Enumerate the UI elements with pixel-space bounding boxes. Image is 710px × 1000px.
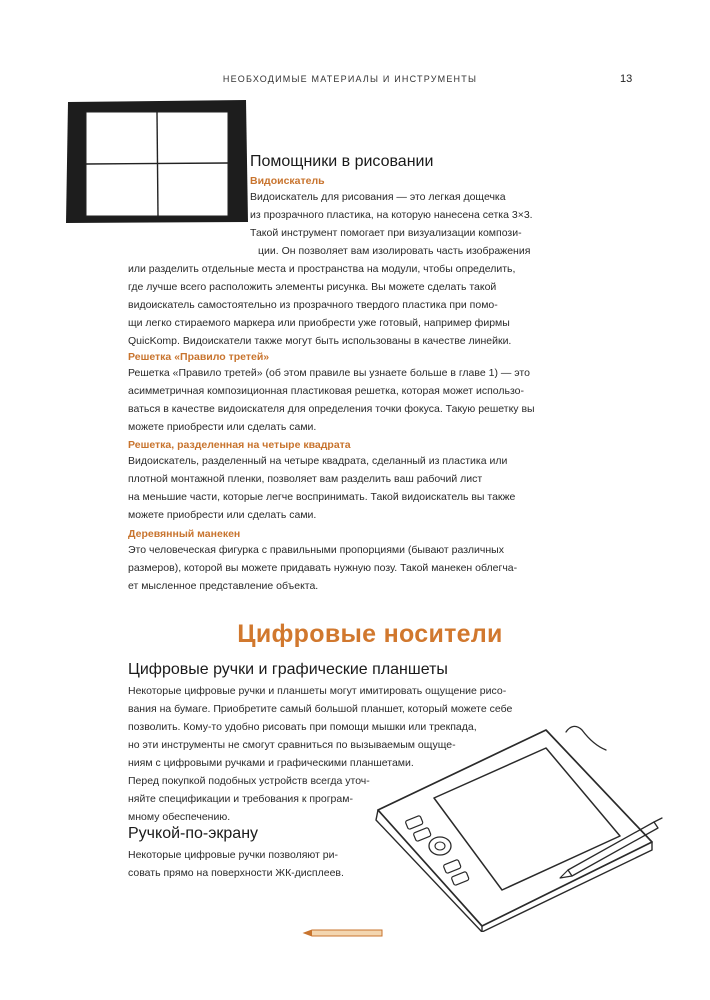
viewfinder-line: видоискатель самостоятельно из прозрачного твердого пластика при помо- — [128, 299, 498, 311]
viewfinder-line: ции. Он позволяет вам изолировать часть изображения — [258, 245, 531, 257]
pens-line: Перед покупкой подобных устройств всегда уточ- — [128, 775, 370, 787]
pens-line: вания на бумаге. Приобретите самый большой планшет, который можете себе — [128, 703, 513, 715]
four-squares-line: на меньшие части, которые легче воспринимать. Такой видоискатель вы также — [128, 491, 516, 503]
mannequin-line: размеров), которой вы можете придавать нужную позу. Такой манекен облегча- — [128, 562, 518, 574]
pens-line: мному обеспечению. — [128, 811, 231, 823]
four-squares-line: можете приобрести или сделать сами. — [128, 509, 317, 521]
rule-of-thirds-line: асимметричная композиционная пластиковая решетка, которая может использо- — [128, 385, 525, 397]
screen-pen-line: совать прямо на поверхности ЖК-дисплеев. — [128, 867, 344, 879]
viewfinder-line: Такой инструмент помогает при визуализации компози- — [250, 227, 522, 239]
pens-line: няйте спецификации и требования к програм- — [128, 793, 353, 805]
screen-pen-line: Некоторые цифровые ручки позволяют ри- — [128, 849, 338, 861]
viewfinder-illustration — [62, 96, 252, 226]
helpers-title: Помощники в рисовании — [250, 153, 434, 170]
rule-of-thirds-line: можете приобрести или сделать сами. — [128, 421, 317, 433]
screen-pen-title: Ручкой-по-экрану — [128, 825, 259, 842]
rule-of-thirds-line: Решетка «Правило третей» (об этом правиле вы узнаете больше в главе 1) — это — [128, 367, 530, 379]
pens-line: позволить. Кому-то удобно рисовать при помощи мышки или трекпада, — [128, 721, 477, 733]
viewfinder-line: Видоискатель для рисования — это легкая дощечка — [250, 191, 506, 203]
running-header: НЕОБХОДИМЫЕ МАТЕРИАЛЫ И ИНСТРУМЕНТЫ — [222, 74, 478, 84]
mannequin-heading: Деревянный манекен — [128, 528, 241, 540]
digital-title: Цифровые носители — [237, 620, 503, 648]
rule-of-thirds-line: ваться в качестве видоискателя для определения точки фокуса. Такую решетку вы — [128, 403, 535, 415]
viewfinder-line: или разделить отдельные места и пространства на модули, чтобы определить, — [128, 263, 516, 275]
pens-line: но эти инструменты не смогут сравниться по вызываемым ощуще- — [128, 739, 456, 751]
rule-of-thirds-heading: Решетка «Правило третей» — [128, 351, 270, 363]
viewfinder-line: где лучше всего расположить элементы рисунка. Вы можете сделать такой — [128, 281, 497, 293]
pens-title: Цифровые ручки и графические планшеты — [128, 661, 448, 678]
viewfinder-line: QuicKomp. Видоискатели также могут быть использованы в качестве линейки. — [128, 335, 512, 347]
viewfinder-heading: Видоискатель — [250, 175, 325, 187]
four-squares-line: плотной монтажной пленки, позволяет вам разделить ваш рабочий лист — [128, 473, 483, 485]
page-number: 13 — [620, 73, 633, 85]
viewfinder-line: из прозрачного пластика, на которую нанесена сетка 3×3. — [250, 209, 533, 221]
pens-line: Некоторые цифровые ручки и планшеты могут имитировать ощущение рисо- — [128, 685, 507, 697]
mannequin-line: Это человеческая фигурка с правильными пропорциями (бывают различных — [128, 544, 504, 556]
graphics-tablet-illustration — [370, 720, 670, 932]
four-squares-heading: Решетка, разделенная на четыре квадрата — [128, 439, 351, 451]
mannequin-line: ет мысленное представление объекта. — [128, 580, 319, 592]
pencil-icon — [300, 926, 390, 940]
pens-line: ниям с цифровыми ручками и графическими планшетами. — [128, 757, 414, 769]
viewfinder-line: щи легко стираемого маркера или приобрести уже готовый, например фирмы — [128, 317, 510, 329]
four-squares-line: Видоискатель, разделенный на четыре квадрата, сделанный из пластика или — [128, 455, 508, 467]
